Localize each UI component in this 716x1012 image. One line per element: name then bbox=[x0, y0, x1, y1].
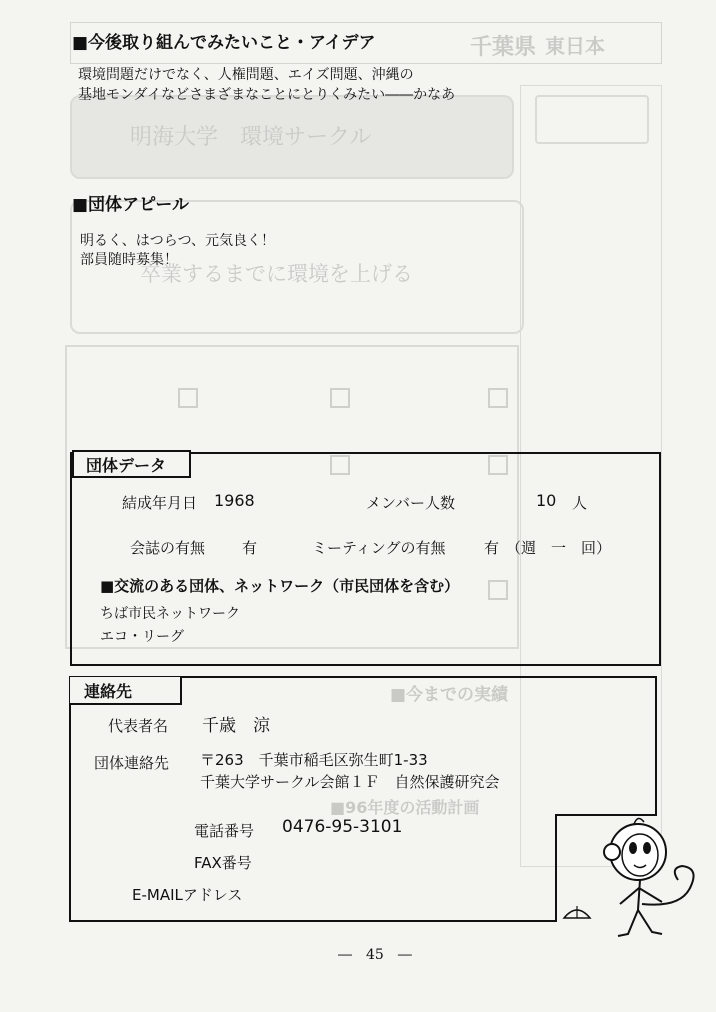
ghost-slogan: 卒業するまでに環境を上げる bbox=[140, 262, 413, 286]
ideas-line-1: 環境問題だけでなく、人権問題、エイズ問題、沖縄の bbox=[78, 67, 414, 83]
ghost-header-chiba: 千葉県 bbox=[470, 35, 537, 60]
fax-label: FAX番号 bbox=[194, 854, 252, 872]
members-unit: 人 bbox=[572, 494, 588, 512]
email-label: E-MAILアドレス bbox=[132, 886, 243, 904]
page-number: ― 45 ― bbox=[338, 947, 412, 963]
ideas-heading: ■今後取り組んでみたいこと・アイデア bbox=[72, 33, 376, 53]
meeting-frequency: （週 一 回） bbox=[506, 539, 612, 557]
group-data-tab bbox=[72, 450, 191, 478]
monkey-mascot-icon bbox=[600, 808, 712, 943]
appeal-line-1: 明るく、はつらつ、元気良く！ bbox=[80, 233, 276, 249]
appeal-heading: ■団体アピール bbox=[72, 195, 190, 215]
network-item-2: エコ・リーグ bbox=[100, 629, 184, 645]
network-item-1: ちば市民ネットワーク bbox=[100, 606, 240, 622]
ghost-plan-title: ■96年度の活動計画 bbox=[330, 798, 480, 817]
phone-value: 0476-95-3101 bbox=[282, 817, 403, 837]
meeting-label: ミーティングの有無 bbox=[312, 539, 446, 557]
rep-value: 千歳 涼 bbox=[202, 716, 270, 736]
ghost-header-east: 東日本 bbox=[545, 34, 605, 58]
contact-tab bbox=[70, 677, 182, 705]
leaf-icon bbox=[562, 900, 592, 922]
group-data-tab-label: 団体データ bbox=[86, 456, 167, 475]
founded-label: 結成年月日 bbox=[122, 494, 198, 512]
ghost-large-title: 明海大学 環境サークル bbox=[130, 125, 372, 150]
bulletin-label: 会誌の有無 bbox=[130, 539, 206, 557]
ghost-checkbox-1 bbox=[488, 388, 508, 412]
appeal-line-2: 部員随時募集！ bbox=[80, 252, 178, 268]
ghost-activity-title: ■今までの実績 bbox=[390, 685, 509, 705]
members-value: 10 bbox=[536, 491, 557, 510]
address-line-2: 千葉大学サークル会館１Ｆ 自然保護研究会 bbox=[200, 773, 500, 791]
ghost-checkbox-3 bbox=[178, 388, 198, 412]
founded-value: 1968 bbox=[214, 491, 255, 510]
contact-tab-label: 連絡先 bbox=[84, 682, 133, 701]
members-label: メンバー人数 bbox=[366, 494, 455, 512]
bulletin-value: 有 bbox=[242, 539, 258, 557]
address-line-1: 〒263 千葉市稲毛区弥生町1-33 bbox=[200, 751, 428, 769]
network-heading: ■交流のある団体、ネットワーク（市民団体を含む） bbox=[100, 577, 460, 595]
meeting-value: 有 bbox=[484, 539, 500, 557]
ghost-checkbox-2 bbox=[330, 388, 350, 412]
rep-label: 代表者名 bbox=[108, 717, 169, 735]
address-label: 団体連絡先 bbox=[94, 754, 170, 772]
ghost-side-badge bbox=[535, 95, 649, 144]
ideas-line-2: 基地モンダイなどさまざまなことにとりくみたい――かなあ bbox=[78, 87, 456, 103]
phone-label: 電話番号 bbox=[194, 822, 255, 840]
